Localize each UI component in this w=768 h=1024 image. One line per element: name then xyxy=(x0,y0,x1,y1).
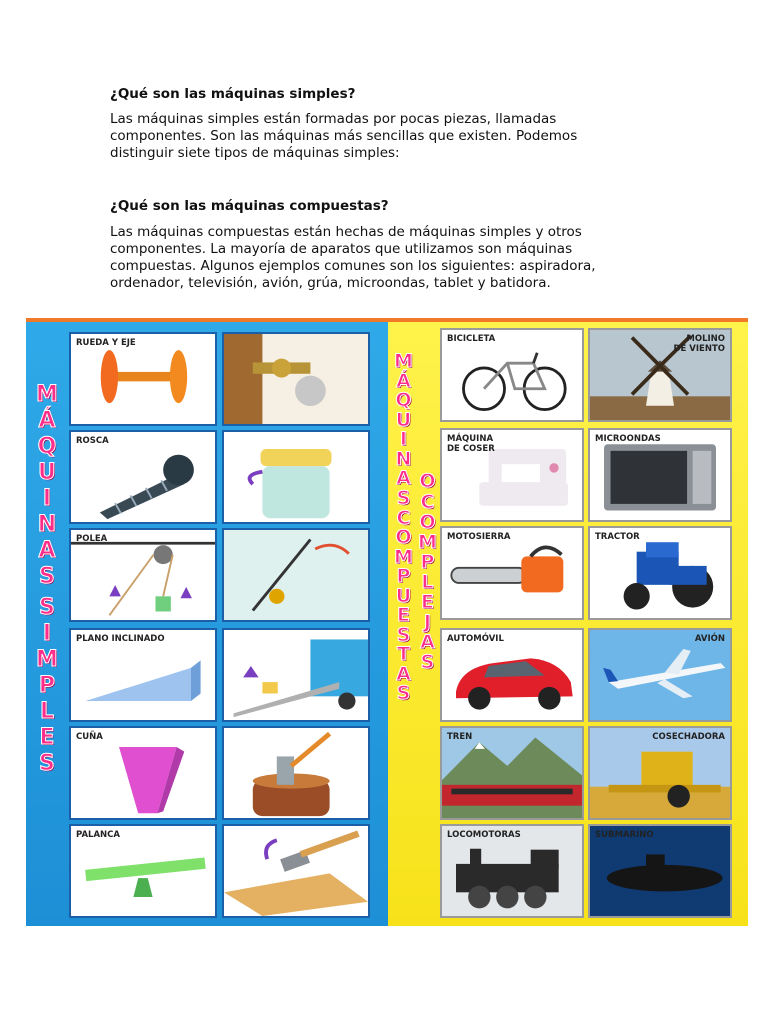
title-letter: S xyxy=(396,623,411,646)
title-letter: Q xyxy=(37,434,57,459)
machine-card-label: AUTOMÓVIL xyxy=(447,634,504,644)
title-letter: A xyxy=(38,538,56,563)
machine-card-label: AVIÓN xyxy=(694,634,725,644)
hammer-nail-icon xyxy=(224,826,368,916)
complex-machines-vertical-title xyxy=(418,472,437,673)
simple-machines-panel xyxy=(26,318,388,926)
machine-card-airplane xyxy=(588,628,732,722)
title-letter: C xyxy=(396,506,411,529)
machine-card-label: SUBMARINO xyxy=(595,830,654,840)
title-letter: U xyxy=(395,408,412,431)
machine-card-fishing-rod xyxy=(222,528,370,622)
title-letter: I xyxy=(42,486,52,511)
machine-card-bicycle xyxy=(440,328,584,422)
title-letter: A xyxy=(420,631,435,654)
title-letter: O xyxy=(419,470,436,492)
paragraph-line: componentes. Son las máquinas más sencillas que existen. Podemos xyxy=(110,128,578,144)
title-letter: M xyxy=(394,545,413,568)
machine-card-submarine xyxy=(588,824,732,918)
machine-card-harvester xyxy=(588,726,732,820)
paragraph-line: ordenador, televisión, avión, grúa, microondas, tablet y batidora. xyxy=(110,275,551,291)
title-letter: U xyxy=(395,584,412,607)
paragraph-line: compuestas. Algunos ejemplos comunes son los siguientes: aspiradora, xyxy=(110,258,596,274)
title-letter: M xyxy=(36,382,58,407)
machine-card-car xyxy=(440,628,584,722)
machine-card-screw xyxy=(69,430,217,524)
title-letter: Q xyxy=(395,389,412,411)
compound-machines-panel xyxy=(388,318,748,926)
machine-card-label: BICICLETA xyxy=(447,334,496,344)
title-letter: O xyxy=(395,526,412,549)
machine-card-doorknob xyxy=(222,332,370,426)
title-letter: L xyxy=(421,571,434,594)
machine-card-axe-log xyxy=(222,726,370,820)
machine-card-label: PALANCA xyxy=(76,830,120,840)
machine-card-label: TRACTOR xyxy=(595,532,640,542)
axe-log-icon xyxy=(224,728,368,818)
machine-card-locomotive xyxy=(440,824,584,918)
title-letter: E xyxy=(396,604,410,627)
machine-card-sewing-machine xyxy=(440,428,584,522)
machine-card-label: MÁQUINA DE COSER xyxy=(447,434,495,454)
machine-card-lever xyxy=(69,824,217,918)
title-letter: L xyxy=(39,698,54,724)
machine-card-label: MOTOSIERRA xyxy=(447,532,511,542)
machine-card-train xyxy=(440,726,584,820)
machine-card-microwave xyxy=(588,428,732,522)
title-letter: M xyxy=(418,531,437,554)
title-letter: Á xyxy=(38,408,56,433)
doorknob-icon xyxy=(224,334,368,424)
title-letter: P xyxy=(396,565,411,588)
compound-machines-vertical-title xyxy=(394,352,413,704)
machine-card-truck-ramp xyxy=(222,628,370,722)
title-letter: M xyxy=(36,646,58,672)
title-letter: S xyxy=(396,486,411,509)
title-letter: N xyxy=(37,512,57,537)
title-letter: T xyxy=(396,643,410,666)
title-letter: A xyxy=(396,467,411,489)
title-letter: N xyxy=(395,447,412,470)
machine-card-label: CUÑA xyxy=(76,732,103,742)
machine-card-label: LOCOMOTORAS xyxy=(447,830,521,840)
machine-card-jar-lid xyxy=(222,430,370,524)
machine-card-chainsaw xyxy=(440,526,584,620)
title-letter: I xyxy=(399,428,407,450)
machine-card-label: RUEDA Y EJE xyxy=(76,338,136,348)
machine-card-pulley xyxy=(69,528,217,622)
title-letter: S xyxy=(420,651,435,674)
title-letter: C xyxy=(420,491,435,514)
title-letter: P xyxy=(420,551,435,574)
machine-card-label: ROSCA xyxy=(76,436,109,446)
machine-card-label: PLANO INCLINADO xyxy=(76,634,165,644)
machine-card-label: TREN xyxy=(447,732,473,742)
heading-compound-machines: ¿Qué son las máquinas compuestas? xyxy=(110,198,389,214)
machine-card-label: COSECHADORA xyxy=(652,732,725,742)
simple-machines-vertical-title xyxy=(36,384,58,779)
title-letter: A xyxy=(396,662,411,685)
paragraph-simple-machines xyxy=(110,111,630,162)
title-letter: S xyxy=(39,750,55,776)
machine-card-label: MICROONDAS xyxy=(595,434,661,444)
paragraph-line: distinguir siete tipos de máquinas simples: xyxy=(110,145,400,161)
paragraph-compound-machines xyxy=(110,224,630,292)
jar-lid-icon xyxy=(224,432,368,522)
title-letter: Á xyxy=(396,369,411,392)
title-letter: I xyxy=(42,620,52,646)
title-letter: U xyxy=(38,460,56,485)
machines-poster xyxy=(26,318,748,926)
fishing-rod-icon xyxy=(224,530,368,620)
title-letter: E xyxy=(420,591,434,614)
heading-simple-machines: ¿Qué son las máquinas simples? xyxy=(110,86,356,102)
title-letter: S xyxy=(396,682,411,705)
machine-card-ramp xyxy=(69,628,217,722)
paragraph-line: Las máquinas compuestas están hechas de máquinas simples y otros xyxy=(110,224,582,240)
machine-card-windmill xyxy=(588,328,732,422)
machine-card-tractor xyxy=(588,526,732,620)
machine-card-hammer-nail xyxy=(222,824,370,918)
title-letter: M xyxy=(394,350,413,372)
title-letter: P xyxy=(38,672,56,698)
machine-card-wheel-axle xyxy=(69,332,217,426)
machine-card-wedge xyxy=(69,726,217,820)
title-letter: O xyxy=(419,511,436,534)
title-letter: S xyxy=(39,594,55,620)
paragraph-line: Las máquinas simples están formadas por pocas piezas, llamadas xyxy=(110,111,557,127)
machine-card-label: MOLINO DE VIENTO xyxy=(673,334,725,354)
machine-card-label: POLEA xyxy=(76,534,108,544)
title-letter: J xyxy=(423,611,431,634)
paragraph-line: componentes. La mayoría de aparatos que utilizamos son máquinas xyxy=(110,241,573,257)
title-letter: E xyxy=(39,724,55,750)
title-letter: S xyxy=(39,564,55,589)
truck-ramp-icon xyxy=(224,630,368,720)
